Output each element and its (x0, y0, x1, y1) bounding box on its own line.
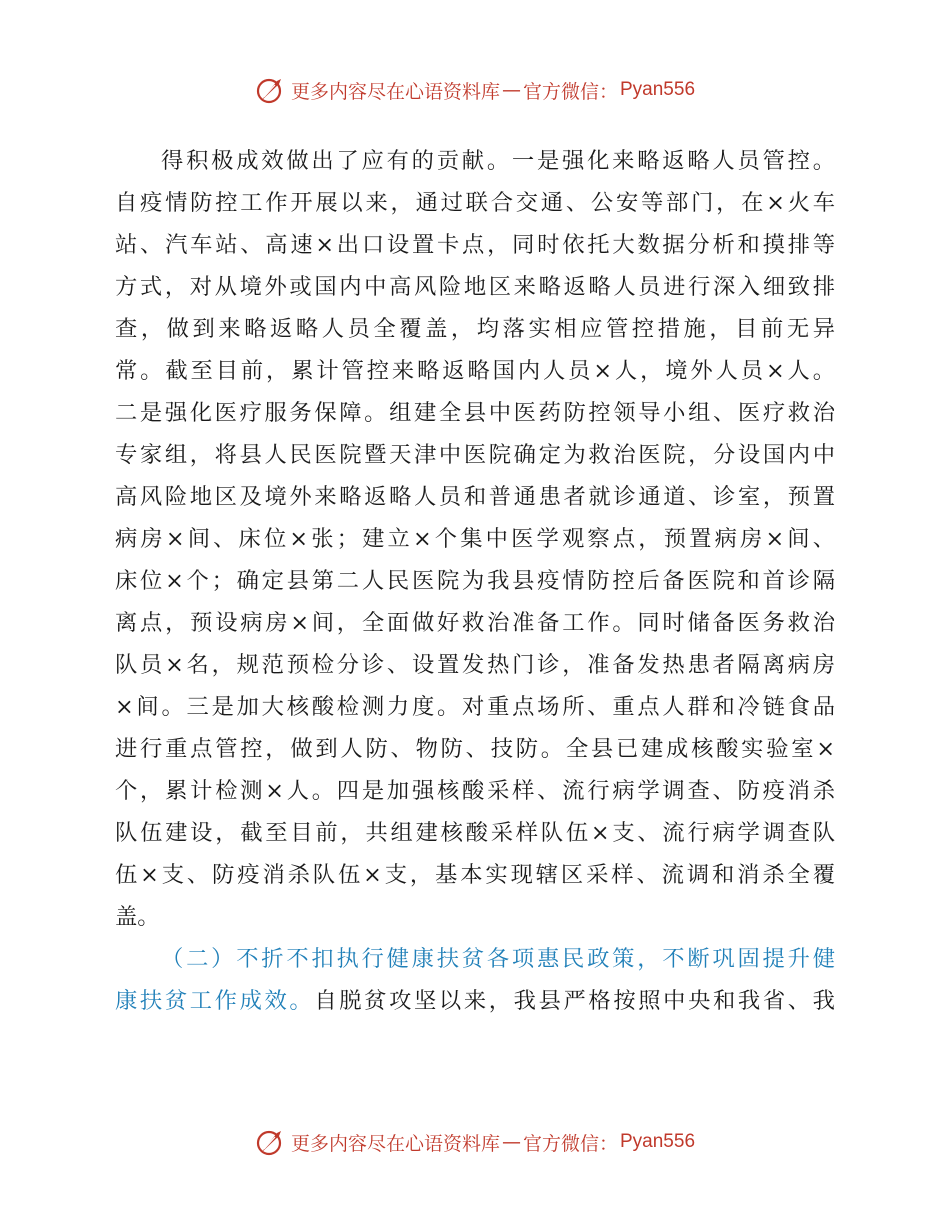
body-line-13: 队员×名，规范预检分诊、设置发热门诊，准备发热患者隔离病房 (115, 652, 835, 678)
quill-pen-circle-icon (255, 1127, 285, 1157)
body-line-3: 站、汽车站、高速×出口设置卡点，同时依托大数据分析和摸排等 (115, 232, 835, 258)
body-line-12: 离点，预设病房×间，全面做好救治准备工作。同时储备医务救治 (115, 610, 835, 636)
watermark-dash: — (501, 1131, 521, 1153)
body-line-8: 专家组，将县人民医院暨天津中医院确定为救治医院，分设国内中 (115, 442, 835, 468)
section-heading-line-2 (115, 980, 835, 1022)
body-line-10: 病房×间、床位×张；建立×个集中医学观察点，预置病房×间、 (115, 526, 835, 552)
body-line-19: 盖。 (115, 904, 160, 930)
section-heading-line-1: （二）不折不扣执行健康扶贫各项惠民政策，不断巩固提升健 (161, 946, 835, 972)
body-line-7: 二是强化医疗服务保障。组建全县中医药防控领导小组、医疗救治 (115, 400, 835, 426)
body-line-1: 得积极成效做出了应有的贡献。一是强化来略返略人员管控。 (161, 148, 835, 174)
watermark-dash: — (501, 79, 521, 101)
watermark-site-text: 更多内容尽在心语资料库 (290, 80, 500, 103)
document-body (115, 140, 835, 1022)
watermark-site-text: 更多内容尽在心语资料库 (290, 1132, 500, 1155)
body-line-after-heading: 自脱贫攻坚以来，我县严格按照中央和我省、我 (314, 988, 835, 1014)
body-line-18: 伍×支、防疫消杀队伍×支，基本实现辖区采样、流调和消杀全覆 (115, 862, 835, 888)
header-watermark (0, 70, 950, 110)
watermark-official-text: 官方微信： (522, 80, 618, 103)
watermark-wechat-id: Pyan556 (620, 79, 696, 100)
body-line-16: 个，累计检测×人。四是加强核酸采样、流行病学调查、防疫消杀 (115, 778, 835, 804)
body-line-6: 常。截至目前，累计管控来略返略国内人员×人，境外人员×人。 (115, 358, 835, 384)
watermark-wechat-id: Pyan556 (620, 1131, 696, 1152)
body-line-5: 查，做到来略返略人员全覆盖，均落实相应管控措施，目前无异 (115, 316, 835, 342)
section-heading-tail: 康扶贫工作成效。 (115, 988, 315, 1014)
footer-watermark (0, 1122, 950, 1162)
watermark-official-text: 官方微信： (522, 1132, 618, 1155)
body-line-15: 进行重点管控，做到人防、物防、技防。全县已建成核酸实验室× (115, 736, 835, 762)
quill-pen-circle-icon (255, 75, 285, 105)
body-line-9: 高风险地区及境外来略返略人员和普通患者就诊通道、诊室，预置 (115, 484, 835, 510)
body-line-17: 队伍建设，截至目前，共组建核酸采样队伍×支、流行病学调查队 (115, 820, 835, 846)
body-line-11: 床位×个；确定县第二人民医院为我县疫情防控后备医院和首诊隔 (115, 568, 835, 594)
body-line-14: ×间。三是加大核酸检测力度。对重点场所、重点人群和冷链食品 (115, 694, 835, 720)
body-line-2: 自疫情防控工作开展以来，通过联合交通、公安等部门，在×火车 (115, 190, 835, 216)
body-line-4: 方式，对从境外或国内中高风险地区来略返略人员进行深入细致排 (115, 274, 835, 300)
